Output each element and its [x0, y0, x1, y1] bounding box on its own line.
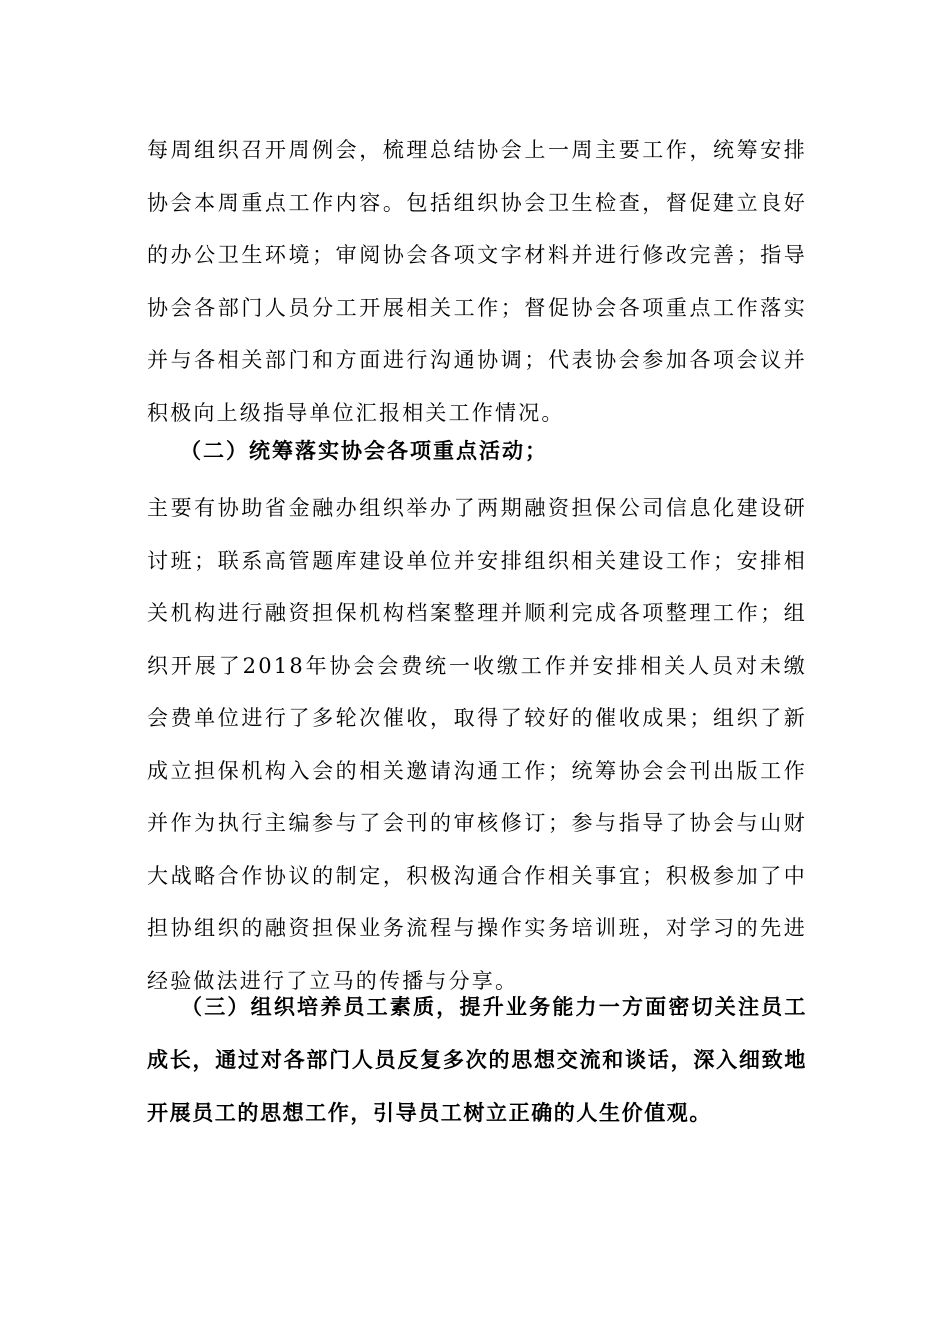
- paragraph-weekly-duties: 每周组织召开周例会，梳理总结协会上一周主要工作，统筹安排协会本周重点工作内容。包括组织协会卫生检查，督促建立良好的办公卫生环境；审阅协会各项文字材料并进行修改完善；指导协会各部门人员分工开展相关工作；督促协会各项重点工作落实并与各相关部门和方面进行沟通协调；代表协会参加各项会议并积极向上级指导单位汇报相关工作情况。: [147, 138, 807, 425]
- section-heading-key-activities: （二）统筹落实协会各项重点活动；: [180, 438, 548, 463]
- section-heading-staff-training: （三）组织培养员工素质，提升业务能力一方面密切关注员工成长，通过对各部门人员反复多次的思想交流和谈话，深入细致地开展员工的思想工作，引导员工树立正确的人生价值观。: [147, 994, 807, 1125]
- paragraph-key-activities: 主要有协助省金融办组织举办了两期融资担保公司信息化建设研讨班；联系高管题库建设单位并安排组织相关建设工作；安排相关机构进行融资担保机构档案整理并顺利完成各项整理工作；组织开展了2018年协会会费统一收缴工作并安排相关人员对未缴会费单位进行了多轮次催收，取得了较好的催收成果；组织了新成立担保机构入会的相关邀请沟通工作；统筹协会会刊出版工作并作为执行主编参与了会刊的审核修订；参与指导了协会与山财大战略合作协议的制定，积极沟通合作相关事宜；积极参加了中担协组织的融资担保业务流程与操作实务培训班，对学习的先进经验做法进行了立马的传播与分享。: [147, 496, 807, 993]
